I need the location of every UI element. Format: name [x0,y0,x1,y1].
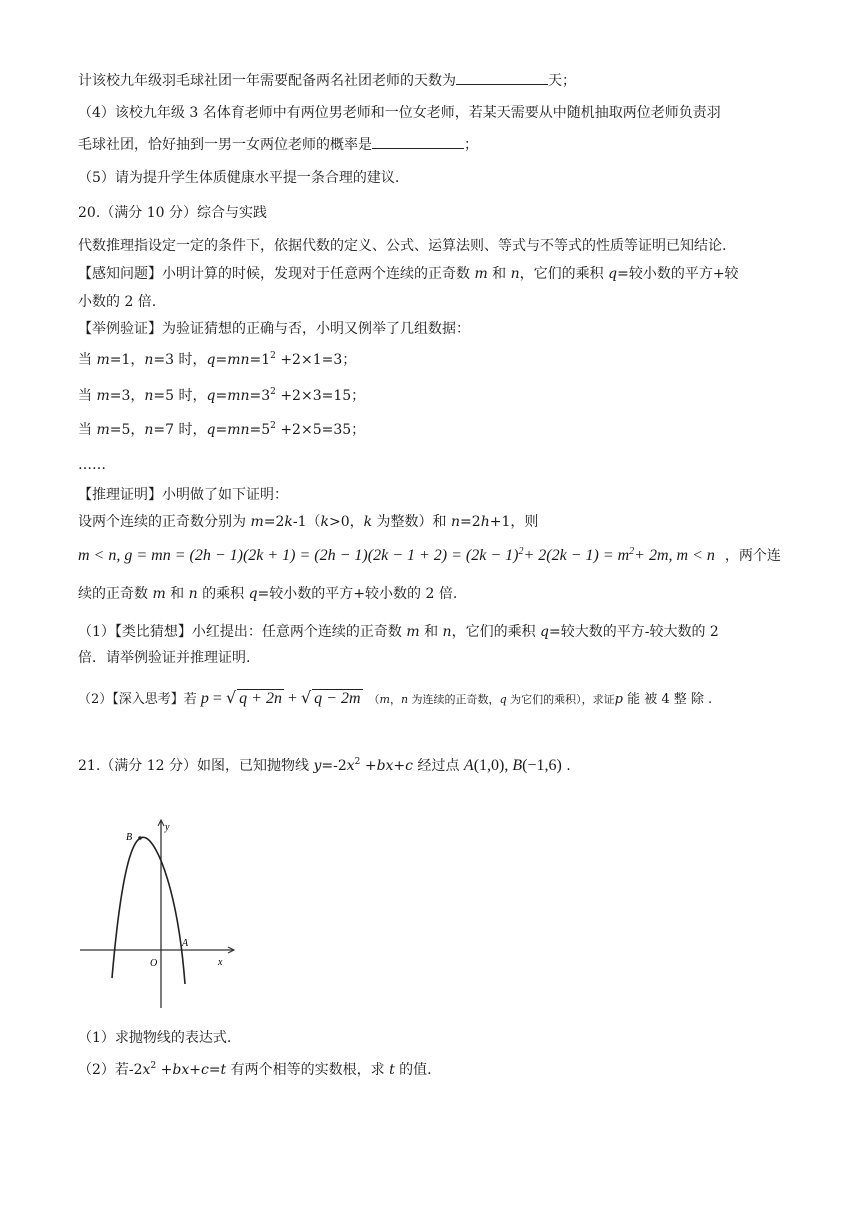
point-a-label: A [182,938,189,949]
exponent: 2 [270,351,276,361]
text-run: =2 [460,514,481,530]
q19-3-label: 计该校九年级羽毛球社团一年需要配备两名社团老师的天数为 [78,73,456,89]
text-run: 【感知问题】小明计算的时候，发现对于任意两个连续的正奇数 [78,266,475,282]
var-n: n [144,422,154,438]
text-run: +2×1=3； [275,352,357,368]
q20-1-line1 [78,622,719,642]
proof-equation [78,546,781,566]
text-run: （2）【深入思考】若 [78,692,201,707]
text-run: =5 时， [153,388,207,404]
text-run: （ [368,693,380,706]
var-n: n [144,388,154,404]
sqrt-sign: √ [225,688,237,707]
text-run: 当 [78,388,97,404]
text-run: =3， [109,388,145,404]
q19-4-line2 [78,134,478,155]
text-run: 为它们的乘积），求证 [506,693,615,706]
text-run: =-2 [321,758,347,774]
var-t: t [220,1062,227,1078]
text-run: = [208,1062,221,1078]
q20-1-line2: 倍．请举例验证并推理证明. [78,650,251,666]
origin-label: O [150,958,158,969]
text-run: =3 [249,388,271,404]
text-run: + [360,758,377,774]
exponent: 2 [270,421,276,431]
examples-heading: 【举例验证】为验证猜想的正确与否，小明又例举了几组数据： [78,321,470,337]
equation-part: + 2m, m < n [634,547,715,564]
text-run: 当 [78,352,97,368]
text-run: 设两个连续的正奇数分别为 [78,514,251,530]
var-x: x [346,758,355,774]
text-run: + [156,1062,173,1078]
proof-conclusion [78,584,457,604]
text-run: =5， [109,422,145,438]
var-mn: mn [227,388,250,404]
point-b-label: B [512,757,523,774]
var-n: n [510,266,520,282]
text-run: 能 被 4 整 除 . [622,692,713,707]
parabola-figure [78,802,238,1014]
sqrt-sign: √ [300,688,312,707]
ellipsis: …… [78,457,106,473]
text-run: =较大数的平方-较大数的 2 [549,624,719,640]
text-run: ，它们的乘积 [451,624,541,640]
text-run: =较小数的平方+较小数的 2 倍. [257,586,458,602]
var-m: m [474,266,488,282]
text-run: （1）【类比猜想】小红提出：任意两个连续的正奇数 [78,624,407,640]
point-b-marker [138,836,142,840]
var-mn: mn [227,422,250,438]
var-k: k [363,514,373,530]
text-run: 和 [487,266,511,282]
var-n: n [451,514,461,530]
perceive-line1 [78,264,739,284]
exponent: 2 [629,546,635,557]
q21-title [78,756,571,776]
text-run: + [189,1062,201,1078]
var-n: n [144,352,154,368]
text-run: 有两个相等的实数根，求 [226,1062,390,1078]
answer-blank-days[interactable] [456,70,548,85]
var-m: m [152,586,166,602]
var-n: n [188,586,198,602]
text-run: =1， [109,352,145,368]
q19-4-label: 毛球社团，恰好抽到一男一女两位老师的概率是 [78,137,372,153]
point-a-coords: (1,0), [473,757,513,774]
var-q: q [540,624,549,640]
point-b-coords: (−1,6) [522,757,562,774]
text-run: （2）若-2 [78,1062,143,1078]
var-n: n [442,624,452,640]
var-q: q [206,422,216,438]
sqrt-term-1: q + 2n [239,690,282,707]
var-x: x [142,1062,151,1078]
y-axis-label: y [165,822,170,833]
var-y: y [313,758,322,774]
example-1 [78,350,356,370]
var-k: k [284,514,293,530]
exponent: 2 [150,1061,157,1071]
var-p: p [200,690,209,707]
var-m: m [379,693,390,706]
example-2 [78,386,365,406]
text-run: ，它们的乘积 [519,266,609,282]
condition-note [369,693,615,706]
var-bx: bx [172,1062,190,1078]
text-run: =7 时， [153,422,207,438]
text-run: =1 [249,352,271,368]
text-run: =5 [249,422,271,438]
text-run: = [215,422,228,438]
text-run: 续的正奇数 [78,586,153,602]
exponent: 2 [270,387,276,397]
var-mn: mn [227,352,250,368]
parabola-graph [78,802,238,1014]
text-run: = [215,352,228,368]
q20-intro: 代数推理指设定一定的条件下，依据代数的定义、公式、运算法则、等式与不等式的性质等证明已知结论. [78,238,727,254]
var-c: c [200,1062,209,1078]
exponent: 2 [354,757,361,767]
x-axis-label: x [218,957,223,968]
text-run: 为整数）和 [372,514,452,530]
q21-1-text: （1）求抛物线的表达式. [78,1030,232,1046]
text-run: = [208,690,226,707]
var-p: p [614,692,623,707]
text-run: + [393,758,406,774]
answer-blank-probability[interactable] [372,134,464,149]
parabola-curve [112,837,185,984]
text-run: +2×3=15； [275,388,366,404]
text-run: . [561,758,571,774]
equation-part: m < n, g = mn = (2h − 1)(2k + 1) = (2h − 1)(2k − 1 + 2) = (2k − 1) [78,547,519,564]
var-m: m [406,624,420,640]
perceive-line2: 小数的 2 倍. [78,294,157,310]
example-3 [78,420,365,440]
equation-part: + 2(2k − 1) = m [523,547,630,564]
proof-heading: 【推理证明】小明做了如下证明： [78,487,288,503]
var-t: t [389,1062,395,1078]
var-m: m [96,388,110,404]
var-q: q [499,693,507,706]
var-n: n [400,693,409,706]
var-m: m [96,422,110,438]
text-run: +2×5=35； [275,422,366,438]
text-run: + [283,690,301,707]
text-run: 和 [419,624,443,640]
text-run: 和 [165,586,189,602]
var-q: q [206,388,216,404]
text-run: = [215,388,228,404]
var-bx: bx [376,758,394,774]
var-q: q [248,586,258,602]
var-m: m [96,352,110,368]
text-run: >0， [328,514,364,530]
var-q: q [608,266,618,282]
q20-title: 20.（满分 10 分）综合与实践 [78,205,267,221]
text-run: 的乘积 [197,586,249,602]
q20-2-text [78,688,712,710]
q19-4-line1: （4）该校九年级 3 名体育老师中有两位男老师和一位女老师，若某天需要从中随机抽取两位老师负责羽 [78,105,721,121]
text-run: ， [389,693,401,706]
var-h: h [480,514,490,530]
text-run: =3 时， [153,352,207,368]
q19-4-end: ； [464,137,478,153]
sqrt-term-2: q − 2m [314,690,361,707]
exponent: 2 [518,546,524,557]
point-a-label: A [463,757,474,774]
text-run: =2 [263,514,285,530]
q19-3-unit: 天； [548,73,576,89]
text-run: 21.（满分 12 分）如图，已知抛物线 [78,758,314,774]
text-run: -1（ [292,514,321,530]
var-c: c [405,758,413,774]
text-run: 当 [78,422,97,438]
text-run: 为连续的正奇数， [408,693,500,706]
var-k: k [320,514,329,530]
q21-2-text [78,1060,432,1080]
q19-5-text: （5）请为提升学生体质健康水平提一条合理的建议. [78,170,400,186]
var-m: m [250,514,264,530]
var-q: q [206,352,216,368]
text-run: ，两个连 [724,548,781,564]
point-b-label: B [126,832,133,843]
text-run: 经过点 [413,758,464,774]
text-run: =较小数的平方+较 [617,266,739,282]
text-run: +1，则 [489,514,539,530]
text-run: 的值. [394,1062,432,1078]
proof-setup [78,512,538,532]
q19-3-text [78,70,576,91]
